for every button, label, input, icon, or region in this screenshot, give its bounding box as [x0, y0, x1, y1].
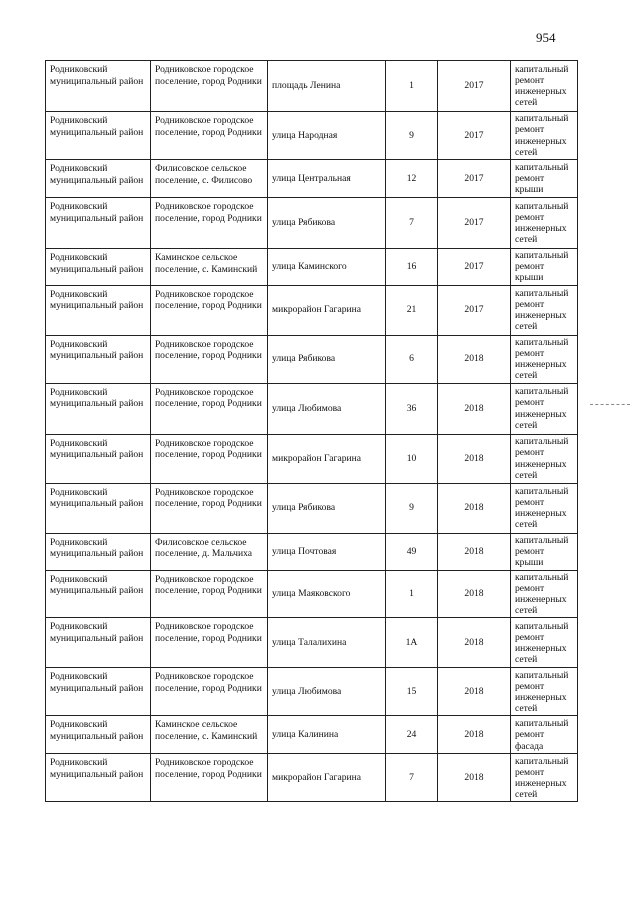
- scan-artifact: [590, 404, 630, 405]
- street-cell: улица Рябикова: [268, 483, 386, 533]
- district-cell: Родниковский муниципальный район: [46, 112, 151, 160]
- street-cell: микрорайон Гагарина: [268, 434, 386, 483]
- street-cell: улица Маяковского: [268, 570, 386, 618]
- work-type-cell: капитальный ремонт инженерных сетей: [511, 112, 578, 160]
- table-row: [46, 112, 578, 160]
- table-row: [46, 716, 578, 754]
- work-type-cell: капитальный ремонт инженерных сетей: [511, 61, 578, 112]
- street-cell: улица Любимова: [268, 383, 386, 434]
- year-cell: 2018: [438, 533, 511, 570]
- district-cell: Родниковский муниципальный район: [46, 160, 151, 198]
- year-cell: 2017: [438, 160, 511, 198]
- house-number-cell: 24: [386, 716, 438, 754]
- year-cell: 2017: [438, 249, 511, 286]
- year-cell: 2018: [438, 668, 511, 716]
- table-row: [46, 285, 578, 335]
- work-type-cell: капитальный ремонт инженерных сетей: [511, 198, 578, 249]
- district-cell: Родниковский муниципальный район: [46, 383, 151, 434]
- house-number-cell: 7: [386, 754, 438, 802]
- work-type-cell: капитальный ремонт инженерных сетей: [511, 754, 578, 802]
- district-cell: Родниковский муниципальный район: [46, 668, 151, 716]
- year-cell: 2017: [438, 198, 511, 249]
- district-cell: Родниковский муниципальный район: [46, 754, 151, 802]
- year-cell: 2018: [438, 483, 511, 533]
- district-cell: Родниковский муниципальный район: [46, 618, 151, 668]
- house-number-cell: 6: [386, 335, 438, 383]
- settlement-cell: Родниковское городское поселение, город Родники: [151, 754, 268, 802]
- table-row: [46, 533, 578, 570]
- street-cell: улица Центральная: [268, 160, 386, 198]
- settlement-cell: Родниковское городское поселение, город Родники: [151, 434, 268, 483]
- street-cell: площадь Ленина: [268, 61, 386, 112]
- house-number-cell: 9: [386, 483, 438, 533]
- table-row: [46, 335, 578, 383]
- table-row: [46, 61, 578, 112]
- work-type-cell: капитальный ремонт инженерных сетей: [511, 285, 578, 335]
- work-type-cell: капитальный ремонт инженерных сетей: [511, 668, 578, 716]
- work-type-cell: капитальный ремонт инженерных сетей: [511, 483, 578, 533]
- table-row: [46, 618, 578, 668]
- work-type-cell: капитальный ремонт крыши: [511, 533, 578, 570]
- house-number-cell: 1: [386, 570, 438, 618]
- house-number-cell: 7: [386, 198, 438, 249]
- work-type-cell: капитальный ремонт крыши: [511, 160, 578, 198]
- settlement-cell: Родниковское городское поселение, город Родники: [151, 61, 268, 112]
- year-cell: 2018: [438, 754, 511, 802]
- year-cell: 2017: [438, 112, 511, 160]
- year-cell: 2017: [438, 285, 511, 335]
- table-row: [46, 198, 578, 249]
- settlement-cell: Родниковское городское поселение, город Родники: [151, 285, 268, 335]
- house-number-cell: 1: [386, 61, 438, 112]
- work-type-cell: капитальный ремонт инженерных сетей: [511, 618, 578, 668]
- settlement-cell: Каминское сельское поселение, с. Каминский: [151, 716, 268, 754]
- year-cell: 2018: [438, 383, 511, 434]
- street-cell: улица Любимова: [268, 668, 386, 716]
- year-cell: 2018: [438, 618, 511, 668]
- settlement-cell: Филисовское сельское поселение, д. Мальчиха: [151, 533, 268, 570]
- district-cell: Родниковский муниципальный район: [46, 335, 151, 383]
- year-cell: 2018: [438, 570, 511, 618]
- street-cell: улица Талалихина: [268, 618, 386, 668]
- page-number: 954: [536, 30, 556, 45]
- house-number-cell: 49: [386, 533, 438, 570]
- work-type-cell: капитальный ремонт инженерных сетей: [511, 335, 578, 383]
- house-number-cell: 21: [386, 285, 438, 335]
- year-cell: 2018: [438, 434, 511, 483]
- street-cell: улица Калинина: [268, 716, 386, 754]
- settlement-cell: Родниковское городское поселение, город Родники: [151, 383, 268, 434]
- year-cell: 2017: [438, 61, 511, 112]
- table-row: [46, 754, 578, 802]
- district-cell: Родниковский муниципальный район: [46, 198, 151, 249]
- table-row: [46, 483, 578, 533]
- house-number-cell: 12: [386, 160, 438, 198]
- street-cell: улица Рябикова: [268, 335, 386, 383]
- table-row: [46, 570, 578, 618]
- settlement-cell: Родниковское городское поселение, город Родники: [151, 668, 268, 716]
- street-cell: улица Почтовая: [268, 533, 386, 570]
- district-cell: Родниковский муниципальный район: [46, 483, 151, 533]
- settlement-cell: Родниковское городское поселение, город Родники: [151, 570, 268, 618]
- district-cell: Родниковский муниципальный район: [46, 434, 151, 483]
- street-cell: микрорайон Гагарина: [268, 754, 386, 802]
- settlement-cell: Каминское сельское поселение, с. Каминский: [151, 249, 268, 286]
- table-row: [46, 434, 578, 483]
- district-cell: Родниковский муниципальный район: [46, 249, 151, 286]
- work-type-cell: капитальный ремонт крыши: [511, 249, 578, 286]
- table-body: [46, 61, 578, 802]
- street-cell: микрорайон Гагарина: [268, 285, 386, 335]
- house-number-cell: 9: [386, 112, 438, 160]
- year-cell: 2018: [438, 335, 511, 383]
- district-cell: Родниковский муниципальный район: [46, 533, 151, 570]
- house-number-cell: 15: [386, 668, 438, 716]
- street-cell: улица Народная: [268, 112, 386, 160]
- work-type-cell: капитальный ремонт инженерных сетей: [511, 383, 578, 434]
- district-cell: Родниковский муниципальный район: [46, 285, 151, 335]
- table-row: [46, 249, 578, 286]
- work-type-cell: капитальный ремонт инженерных сетей: [511, 434, 578, 483]
- housing-registry-table: [45, 60, 578, 802]
- house-number-cell: 10: [386, 434, 438, 483]
- settlement-cell: Родниковское городское поселение, город Родники: [151, 483, 268, 533]
- district-cell: Родниковский муниципальный район: [46, 570, 151, 618]
- street-cell: улица Рябикова: [268, 198, 386, 249]
- work-type-cell: капитальный ремонт инженерных сетей: [511, 570, 578, 618]
- settlement-cell: Родниковское городское поселение, город Родники: [151, 335, 268, 383]
- district-cell: Родниковский муниципальный район: [46, 716, 151, 754]
- table-row: [46, 160, 578, 198]
- table-row: [46, 383, 578, 434]
- district-cell: Родниковский муниципальный район: [46, 61, 151, 112]
- year-cell: 2018: [438, 716, 511, 754]
- house-number-cell: 36: [386, 383, 438, 434]
- table-row: [46, 668, 578, 716]
- street-cell: улица Каминского: [268, 249, 386, 286]
- settlement-cell: Родниковское городское поселение, город Родники: [151, 618, 268, 668]
- house-number-cell: 16: [386, 249, 438, 286]
- settlement-cell: Филисовское сельское поселение, с. Филисово: [151, 160, 268, 198]
- settlement-cell: Родниковское городское поселение, город Родники: [151, 112, 268, 160]
- work-type-cell: капитальный ремонт фасада: [511, 716, 578, 754]
- house-number-cell: 1А: [386, 618, 438, 668]
- settlement-cell: Родниковское городское поселение, город Родники: [151, 198, 268, 249]
